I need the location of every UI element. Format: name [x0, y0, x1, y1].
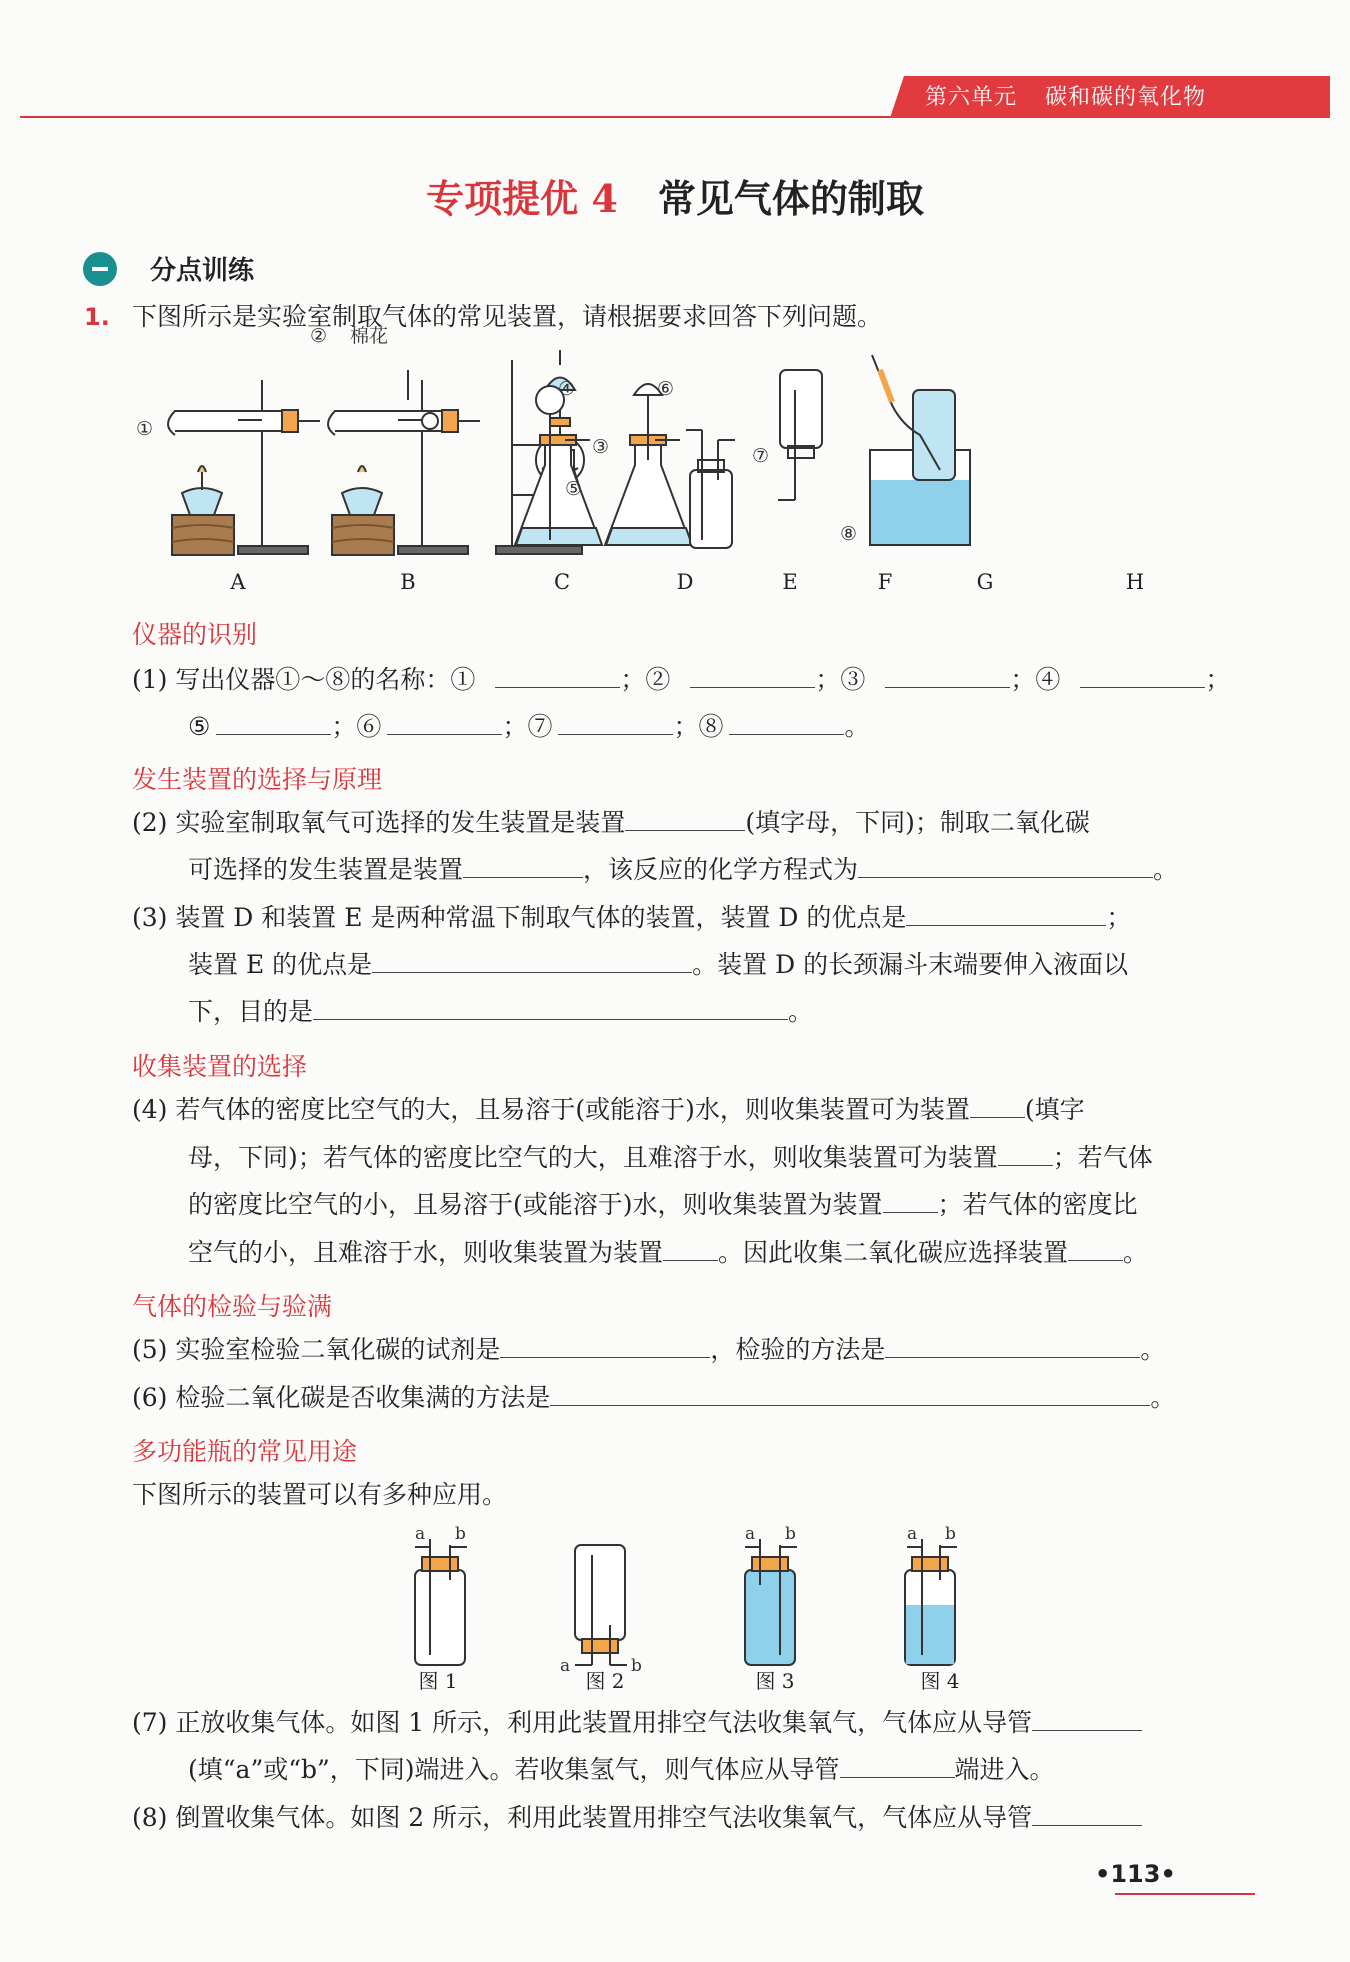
- title-main: 常见气体的制取: [657, 176, 924, 221]
- section-badge-icon: [83, 252, 117, 286]
- answer-blank-5[interactable]: [216, 712, 331, 735]
- apparatus-a: [168, 380, 320, 555]
- answer-blank-7[interactable]: [558, 712, 673, 735]
- fig-label-3: 图 3: [755, 1669, 795, 1693]
- q1-line-2: ⑤ ；⑥ ；⑦ ；⑧ 。: [188, 712, 870, 741]
- q2-line-1: (2) 实验室制取氧气可选择的发生装置是装置 (填字母，下同)；制取二氧化碳: [132, 808, 1090, 837]
- marker-6: ⑥: [657, 378, 675, 400]
- page-number: •113•: [1095, 1860, 1176, 1888]
- q5-blank-2[interactable]: [885, 1335, 1140, 1358]
- marker-1: ①: [136, 418, 154, 440]
- q4-line-3: 的密度比空气的小，且易溶于(或能溶于)水，则收集装置为装置 ；若气体的密度比: [188, 1190, 1138, 1219]
- apparatus-label-c: C: [553, 570, 571, 594]
- q2-blank-1[interactable]: [625, 808, 745, 831]
- answer-blank-6[interactable]: [387, 712, 502, 735]
- marker-3: ③: [592, 436, 610, 458]
- fig2-port-a: a: [560, 1656, 571, 1676]
- apparatus-b: [328, 370, 480, 555]
- answer-blank-8[interactable]: [729, 712, 844, 735]
- subtitle-generation: 发生装置的选择与原理: [132, 765, 383, 794]
- q1-line-1: (1) 写出仪器①～⑧的名称：① ；② ；③ ；④ ；: [132, 665, 1231, 694]
- q2-line-2: 可选择的发生装置是装置 ，该反应的化学方程式为 。: [188, 855, 1179, 884]
- apparatus-label-b: B: [400, 570, 416, 594]
- apparatus-label-e: E: [782, 570, 798, 594]
- apparatus-label-d: D: [676, 570, 694, 594]
- multi-intro: 下图所示的装置可以有多种应用。: [132, 1480, 508, 1509]
- chapter-label: 碳和碳的氧化物: [1045, 85, 1207, 110]
- apparatus-label-g: G: [976, 570, 994, 594]
- q4-blank-5[interactable]: [1068, 1238, 1123, 1261]
- cotton-label: 棉花: [350, 325, 389, 347]
- q3-blank-3[interactable]: [313, 997, 788, 1020]
- page-title: [0, 168, 1350, 223]
- q4-line-2: 母，下同)；若气体的密度比空气的大，且难溶于水，则收集装置可为装置 ；若气体: [188, 1143, 1153, 1172]
- fig-label-2: 图 2: [585, 1669, 625, 1693]
- q6-line: (6) 检验二氧化碳是否收集满的方法是 。: [132, 1383, 1176, 1412]
- q3-line-2: 装置 E 的优点是 。装置 D 的长颈漏斗末端要伸入液面以: [188, 950, 1129, 979]
- unit-label: 第六单元: [925, 85, 1018, 110]
- q7-blank-1[interactable]: [1032, 1708, 1142, 1731]
- q3-blank-1[interactable]: [906, 903, 1106, 926]
- header-text: [925, 80, 1234, 111]
- q2-blank-3[interactable]: [858, 855, 1153, 878]
- fig3-port-a: a: [745, 1524, 756, 1544]
- marker-8: ⑧: [840, 523, 858, 545]
- page-number-rule: [1115, 1893, 1255, 1895]
- q7-line-2: (填“a”或“b”，下同)端进入。若收集氢气，则气体应从导管 端进入。: [188, 1755, 1055, 1784]
- fig-label-1: 图 1: [418, 1669, 458, 1693]
- answer-blank-3[interactable]: [885, 665, 1010, 688]
- apparatus-f: [686, 430, 735, 548]
- answer-blank-2[interactable]: [690, 665, 815, 688]
- q2-blank-2[interactable]: [463, 855, 583, 878]
- apparatus-d: [515, 386, 602, 545]
- apparatus-label-a: A: [230, 570, 246, 594]
- fig2-port-b: b: [631, 1656, 642, 1676]
- bottle-figures: [395, 1525, 995, 1685]
- fig4-port-b: b: [945, 1524, 956, 1544]
- bottle-fig-4: [905, 1539, 957, 1665]
- section-title: 分点训练: [150, 256, 255, 286]
- q5-line: (5) 实验室检验二氧化碳的试剂是 ，检验的方法是 。: [132, 1335, 1166, 1364]
- subtitle-multi-bottle: 多功能瓶的常见用途: [132, 1437, 358, 1466]
- q4-line-1: (4) 若气体的密度比空气的大，且易溶于(或能溶于)水，则收集装置可为装置 (填字: [132, 1095, 1085, 1124]
- q3-line-1: (3) 装置 D 和装置 E 是两种常温下制取气体的装置，装置 D 的优点是 ；: [132, 903, 1132, 932]
- apparatus-figure: [136, 325, 1230, 570]
- q4-line-4: 空气的小，且难溶于水，则收集装置为装置 。因此收集二氧化碳应选择装置 。: [188, 1238, 1149, 1267]
- apparatus-e: [605, 384, 692, 545]
- subtitle-identify: 仪器的识别: [132, 620, 258, 649]
- q3-line-3: 下，目的是 。: [188, 997, 814, 1026]
- marker-7: ⑦: [752, 445, 770, 467]
- fig3-port-b: b: [785, 1524, 796, 1544]
- marker-5: ⑤: [565, 478, 583, 500]
- q3-blank-2[interactable]: [372, 950, 692, 973]
- apparatus-h: [870, 355, 970, 545]
- subtitle-test: 气体的检验与验满: [132, 1292, 333, 1321]
- question-intro: 下图所示是实验室制取气体的常见装置，请根据要求回答下列问题。: [132, 302, 883, 331]
- q4-blank-1[interactable]: [970, 1095, 1025, 1118]
- title-prefix: 专项提优 4: [426, 176, 618, 221]
- q4-blank-3[interactable]: [883, 1190, 938, 1213]
- q8-line-1: (8) 倒置收集气体。如图 2 所示，利用此装置用排空气法收集氧气，气体应从导管: [132, 1803, 1142, 1833]
- fig4-port-a: a: [907, 1524, 918, 1544]
- bottle-fig-2: [575, 1545, 627, 1665]
- q8-blank-1[interactable]: [1032, 1803, 1142, 1826]
- marker-2: ②: [310, 325, 328, 347]
- question-number: 1.: [84, 303, 110, 331]
- q5-blank-1[interactable]: [500, 1335, 710, 1358]
- subtitle-collection: 收集装置的选择: [132, 1052, 308, 1081]
- apparatus-label-h: H: [1125, 570, 1145, 594]
- q4-blank-4[interactable]: [663, 1238, 718, 1261]
- apparatus-g: [778, 370, 822, 500]
- q4-blank-2[interactable]: [998, 1143, 1053, 1166]
- fig-label-4: 图 4: [920, 1669, 960, 1693]
- q6-blank[interactable]: [550, 1383, 1150, 1406]
- fig1-port-a: a: [415, 1524, 426, 1544]
- marker-4: ④: [558, 378, 576, 400]
- answer-blank-4[interactable]: [1080, 665, 1205, 688]
- answer-blank-1[interactable]: [495, 665, 620, 688]
- fig1-port-b: b: [455, 1524, 466, 1544]
- bottle-fig-1: [415, 1539, 467, 1665]
- apparatus-label-f: F: [877, 570, 893, 594]
- q7-blank-2[interactable]: [840, 1755, 955, 1778]
- q7-line-1: (7) 正放收集气体。如图 1 所示，利用此装置用排空气法收集氧气，气体应从导管: [132, 1708, 1142, 1738]
- bottle-fig-3: [745, 1539, 797, 1665]
